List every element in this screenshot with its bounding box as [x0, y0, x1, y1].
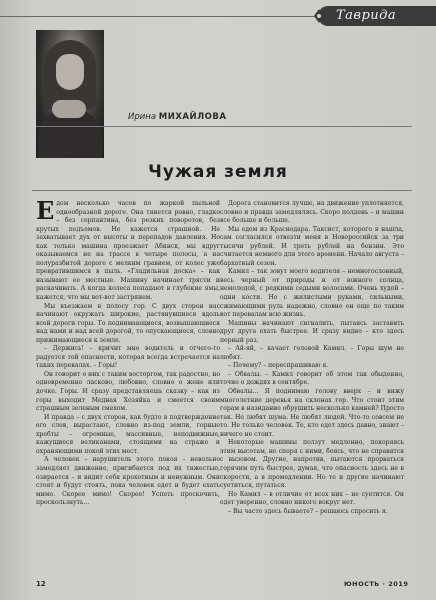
article-title: Чужая земля: [148, 162, 288, 182]
left-column: [36, 196, 220, 508]
page-number: 12: [36, 580, 46, 588]
drop-cap: Е: [36, 196, 55, 225]
paragraph: Мы въезжаем в полосу гор. С двух сторон нас начинают окружать широкие, растянувшиеся вдоль всей дороги горы. То поднимающиеся, возвышающиеся над нами и над всей дорогой, то опускающиеся, словно прижимающиеся к земле.: [36, 302, 220, 344]
paragraph: [36, 196, 220, 303]
magazine-footer: ЮНОСТЬ · 2019: [344, 580, 409, 588]
paragraph: – Вы часто здесь бываете? – решаюсь спросить я.: [228, 507, 388, 515]
author-name: [128, 112, 226, 122]
right-column: [220, 200, 404, 516]
paragraph: И правда – с двух сторон, как будто в подтверждение его слов, вырастают, словно из-под земли, горные хребты – огромные, массивные, неподвижные, кажущиеся великанами, стоящими на страже и охраняющими покой этих мест.: [36, 413, 220, 455]
paragraph: Некоторые машины ползут медленно, покоряясь этим высотам, не споря с ними, боясь, что не справятся с вызовом. Другие, напротив, пытаются прорваться горячим путь быстрее, думая, что опасность здесь не в скорости, а в промедлении. Но те и другие начинают суетиться, путаться.: [220, 439, 404, 490]
author-first-name: Ирина: [128, 112, 157, 122]
title-rule: [32, 190, 412, 191]
paragraph: – Обвалы. – Камил говорит об этом так обыденно, точно о дождях в сентябре.: [220, 370, 404, 387]
paragraph: – Держись! – кричит мне водитель и отчего-то радуется той опасности, которая всегда встречается на таких перевалах. – Горы!: [36, 345, 220, 370]
paragraph: Мы едем из Краснодара. Таксист, которого я нашла, сам согласился отвезти меня в Новороссийск за три тысячи рублей. И треть рублей на бензин. Это считается немного для этого времени. Начало августа – бархатный сезон.: [220, 225, 404, 267]
paragraph: Обвалы... Я поднимаю голову вверх – и вижу многолетние деревья на склонах гор. Что стоит этим горам в назидание обрушить несколько камней? Просто так. Не любят шума. Не любят людей. Что-то совсем не то. Не только человек. Те, кто едет здесь давно, знают – ничего не стоит.: [220, 388, 404, 438]
paragraph: А человек – нарушитель этого покоя – невольно замедляет движение, пригибается под их тяжестью, озирается – и видит себя крохотным и ненужным. Они стоят и будут стоять, пока человек едет и будет ехать мимо. Скорее мимо! Скорее! Успеть проскочить, проскользнуть...: [36, 456, 220, 507]
author-photo: [36, 30, 104, 158]
paragraph: Машины начинают сигналить, пытаясь заставить друг друга ехать быстрее. И сразу видно – кто здесь первый раз.: [220, 319, 404, 344]
paragraph: Дорога становится лучше, на движение уплотняется, словно и правда замедлялясь. Скоро полдень – и машин все больше и больше.: [220, 200, 404, 225]
rubric-title: Таврида: [336, 8, 397, 23]
rubric-rule: [0, 16, 318, 17]
paragraph-text: дем несколько часов по жаркой пыльной однообразной дороге. Она тянется ровно, гладко – без серпантина, без резких поворотов, без крутых подъемов. Не кажется страшной. Не захватывает дух от высоты и перепадов давления. Но как только машина проезжает Абинск, мы вдруг оказываемся не на трассе в четыре полосы, а на полуразбитой дороге с мелким гравием, от колес уже превратившимся в пыль. «Гладильная доска» – как называют ее местные. Машину начинает трясти и раскачивать. А когда колеса попадают в глубокие ямы, кажется, что мы вот-вот застрянем.: [36, 200, 220, 302]
paragraph: Он говорит о них с таким восторгом, так радостно, но одновременно ласково, любовно, словно о жене или дочке. Горы. И сразу представляешь сказку – как из горы выходит Медная Хозяйка и смеется своим страшным зеленым смехом.: [36, 370, 220, 413]
rubric-ornament-icon: [312, 8, 326, 24]
paragraph: Камил – так зовут моего водителя – немногословный, весь черный от природы и от южного солнца, немолодой, с редкими седыми волосами. Очень худой – одни кости. Но с жилистыми руками, сильными, сжимающими руль надежно, словно он еще по таким вот перевалам всю жизнь.: [220, 268, 404, 319]
paragraph: Но Камил – в отличие от всех них – не суетится. Он едет уверенно, словно никого вокруг нет.: [220, 490, 404, 507]
author-last-name: МИХАЙЛОВА: [158, 112, 227, 122]
paragraph: – Ай-яй, – качает головой Камил. – Горы шум не любят.: [220, 345, 404, 361]
paragraph: – Почему? – переспрашиваю я.: [228, 362, 329, 370]
